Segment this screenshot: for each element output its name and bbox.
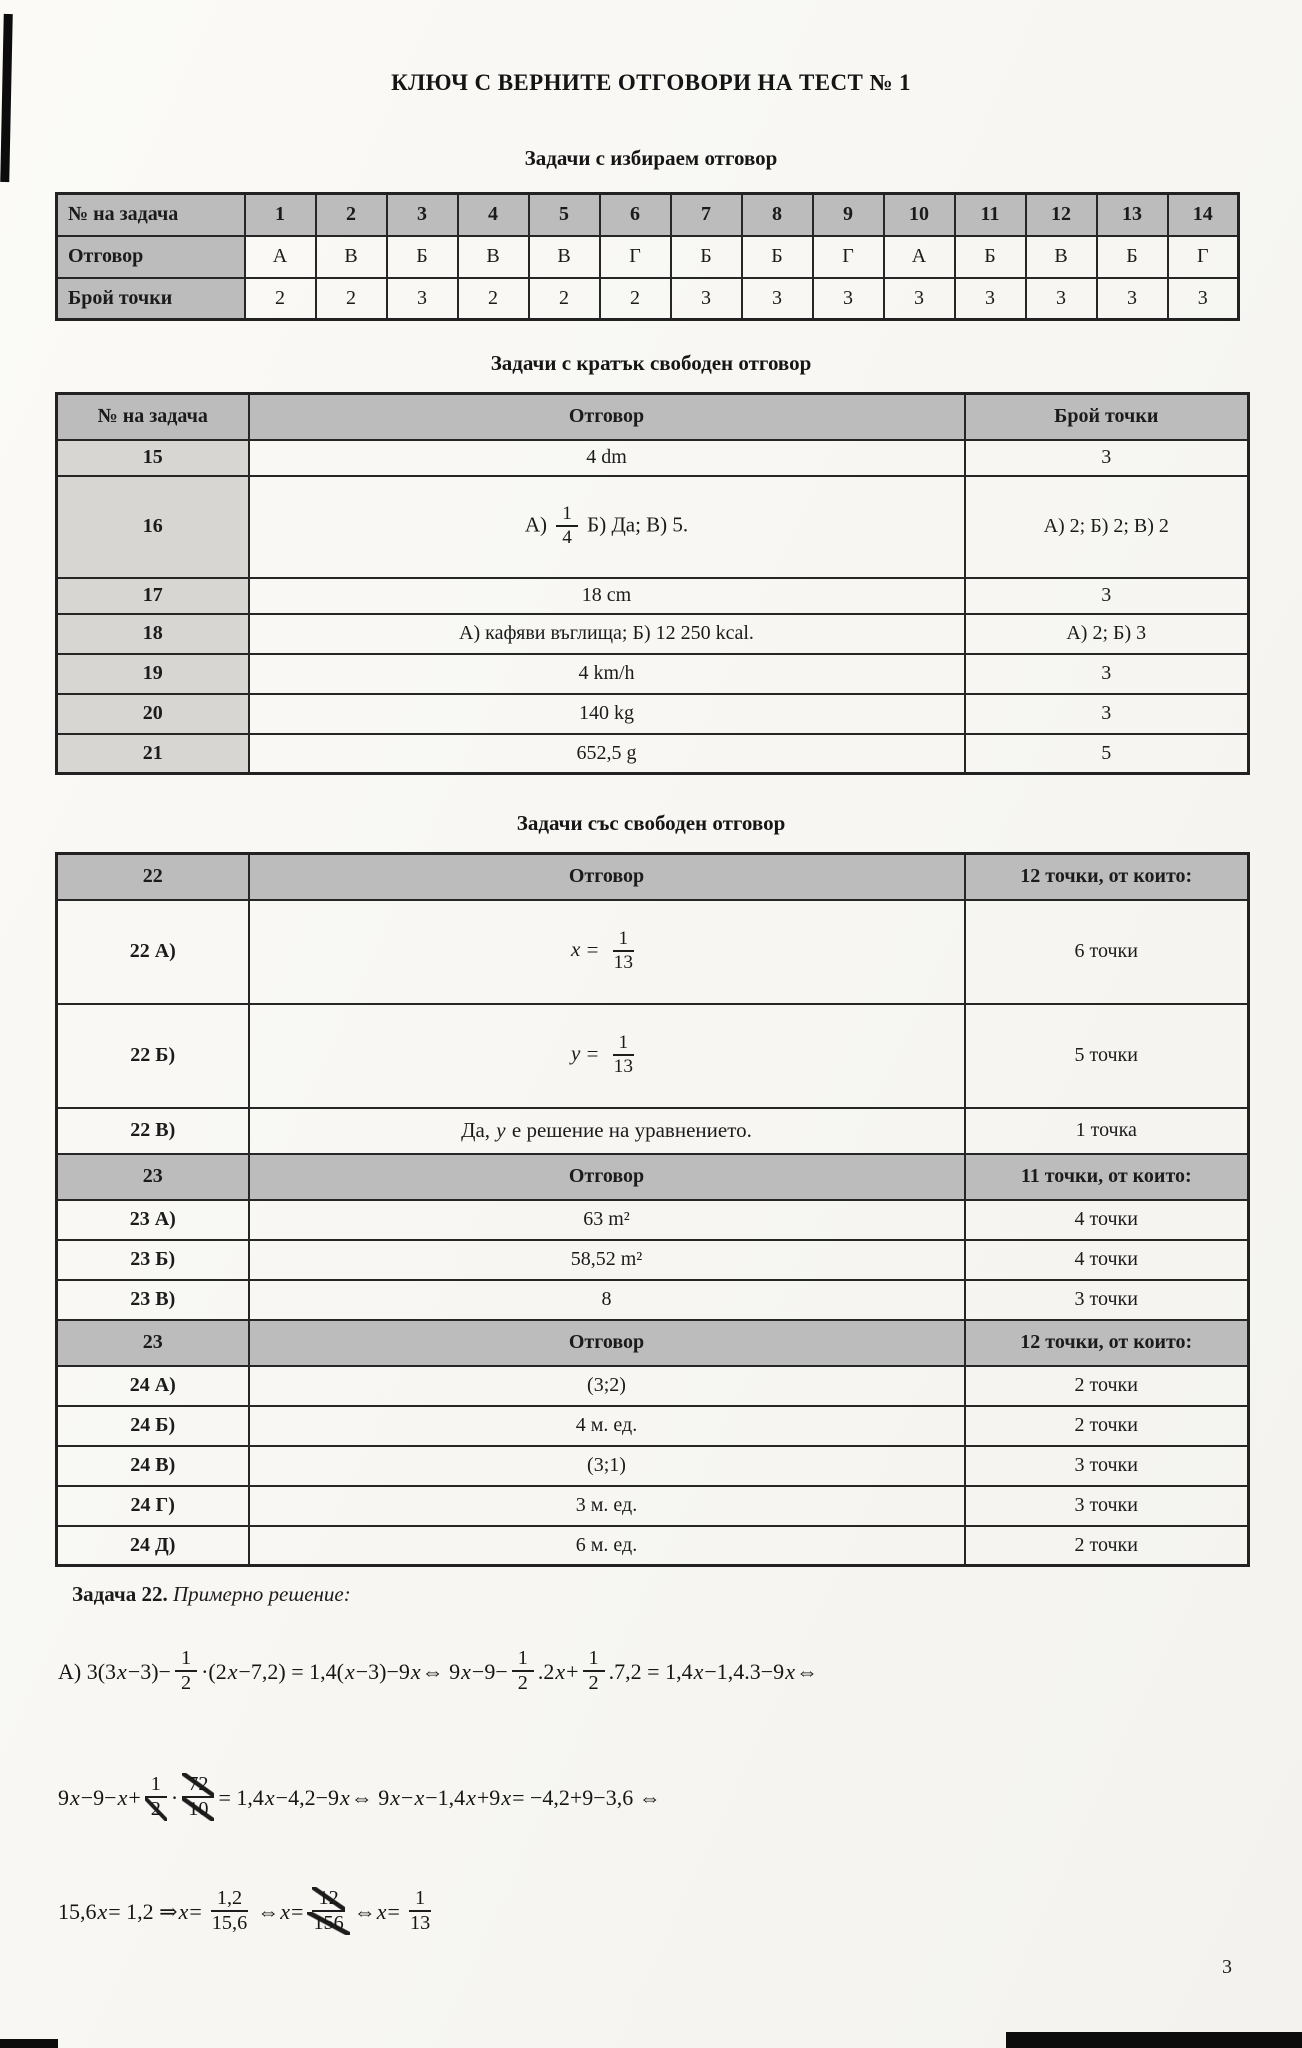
table-header-row (57, 1154, 1249, 1200)
table-row (57, 614, 1249, 654)
answer-cell: В (316, 236, 387, 278)
task-number-cell: 23 Б) (57, 1240, 249, 1280)
task-number-cell: 3 (387, 194, 458, 236)
task-number-cell: 19 (57, 654, 249, 694)
points-cell: 3 (965, 694, 1249, 734)
points-cell: 4 точки (965, 1200, 1249, 1240)
points-cell: 2 (458, 278, 529, 320)
column-header-answer: Отговор (249, 394, 965, 440)
section-heading-short-answer: Задачи с кратък свободен отговор (490, 351, 812, 375)
task-number-cell: 24 Г) (57, 1486, 249, 1526)
answer-cell: 652,5 g (249, 734, 965, 774)
table-row (57, 734, 1249, 774)
points-cell: 4 точки (965, 1240, 1249, 1280)
points-cell: 2 (245, 278, 316, 320)
column-header-points: 12 точки, от които: (965, 854, 1249, 900)
points-cell: 2 точки (965, 1406, 1249, 1446)
points-cell: 6 точки (965, 900, 1249, 1004)
points-cell: 3 (1026, 278, 1097, 320)
points-cell: 5 точки (965, 1004, 1249, 1108)
answer-cell: 63 m² (249, 1200, 965, 1240)
task-number-cell: 14 (1168, 194, 1239, 236)
answer-cell: 58,52 m² (249, 1240, 965, 1280)
solution-task-label: Задача 22. (72, 1582, 168, 1606)
task-number-cell: 21 (57, 734, 249, 774)
table-row (57, 1366, 1249, 1406)
page-number: 3 (1222, 1956, 1232, 1978)
answer-cell: 18 cm (249, 578, 965, 614)
column-header-points: 11 точки, от които: (965, 1154, 1249, 1200)
points-cell: 3 (1097, 278, 1168, 320)
task-number-cell: 24 А) (57, 1366, 249, 1406)
table-row (57, 440, 1249, 476)
row-label-cell: Отговор (57, 236, 245, 278)
task-number-cell: 16 (57, 476, 249, 578)
answer-cell: В (458, 236, 529, 278)
points-cell: 3 (387, 278, 458, 320)
table-header-row (57, 1320, 1249, 1366)
table-row (57, 578, 1249, 614)
short-answer-table (55, 392, 1250, 775)
answer-cell: 3 м. ед. (249, 1486, 965, 1526)
section-heading-multiple-choice: Задачи с избираем отговор (524, 146, 778, 170)
task-number-cell: 17 (57, 578, 249, 614)
task-number-cell: 22 В) (57, 1108, 249, 1154)
task-number-cell: 20 (57, 694, 249, 734)
answer-cell: В (529, 236, 600, 278)
solution-equation-line: 15,6 x = 1,2 ⇒ x = $\frac{1,2}{15,6}$ ⇔ x = $\frac{12}{156}$ ⇔ x = $\frac{1}{13}$ (58, 1887, 431, 1934)
answer-cell: В (1026, 236, 1097, 278)
task-number-cell: 5 (529, 194, 600, 236)
table-row (57, 1240, 1249, 1280)
points-cell: А) 2; Б) 3 (965, 614, 1249, 654)
task-number-cell: 22 А) (57, 900, 249, 1004)
table-row (57, 1004, 1249, 1108)
column-header-task: № на задача (57, 394, 249, 440)
points-cell: 1 точка (965, 1108, 1249, 1154)
table-row (57, 1446, 1249, 1486)
answer-cell: А) кафяви въглища; Б) 12 250 kcal. (249, 614, 965, 654)
answer-cell: 4 м. ед. (249, 1406, 965, 1446)
points-cell: 3 (965, 654, 1249, 694)
task-number-cell: 11 (955, 194, 1026, 236)
task-number-cell: 4 (458, 194, 529, 236)
column-header-answer: Отговор (249, 854, 965, 900)
table-row (57, 1526, 1249, 1566)
answer-cell: А (884, 236, 955, 278)
column-header-points: Брой точки (965, 394, 1249, 440)
task-number-cell: 2 (316, 194, 387, 236)
task-number-cell: 23 В) (57, 1280, 249, 1320)
section-heading-free-response: Задачи със свободен отговор (516, 811, 786, 835)
answer-cell: 6 м. ед. (249, 1526, 965, 1566)
answer-cell: Б (955, 236, 1026, 278)
multiple-choice-table (55, 192, 1240, 321)
answer-cell: Г (813, 236, 884, 278)
task-number-cell: 13 (1097, 194, 1168, 236)
column-header-points: 12 точки, от които: (965, 1320, 1249, 1366)
table-row (57, 694, 1249, 734)
task-number-cell: 24 Б) (57, 1406, 249, 1446)
table-row (57, 194, 1239, 236)
task-number-cell: 24 В) (57, 1446, 249, 1486)
points-cell: 5 (965, 734, 1249, 774)
points-cell: 3 (742, 278, 813, 320)
points-cell: 3 (1168, 278, 1239, 320)
points-cell: 3 (884, 278, 955, 320)
table-row (57, 654, 1249, 694)
answer-cell: А (245, 236, 316, 278)
points-cell: А) 2; Б) 2; В) 2 (965, 476, 1249, 578)
answer-cell: А) $\frac{1}{4}$ Б) Да; В) 5. (249, 476, 965, 578)
answer-cell: Г (1168, 236, 1239, 278)
task-number-cell: 15 (57, 440, 249, 476)
task-number-cell: 7 (671, 194, 742, 236)
points-cell: 3 (965, 578, 1249, 614)
task-number-cell: 18 (57, 614, 249, 654)
points-cell: 2 точки (965, 1366, 1249, 1406)
points-cell: 2 точки (965, 1526, 1249, 1566)
task-number-cell: 23 (57, 1320, 249, 1366)
answer-cell: (3;1) (249, 1446, 965, 1486)
answer-cell: Б (671, 236, 742, 278)
answer-cell: Да, y е решение на уравнението. (249, 1108, 965, 1154)
row-label-cell: № на задача (57, 194, 245, 236)
answer-cell: 4 km/h (249, 654, 965, 694)
answer-cell: Б (1097, 236, 1168, 278)
points-cell: 3 точки (965, 1486, 1249, 1526)
points-cell: 3 (955, 278, 1026, 320)
column-header-answer: Отговор (249, 1154, 965, 1200)
task-number-cell: 6 (600, 194, 671, 236)
task-number-cell: 12 (1026, 194, 1097, 236)
column-header-answer: Отговор (249, 1320, 965, 1366)
task-number-cell: 1 (245, 194, 316, 236)
task-number-cell: 22 Б) (57, 1004, 249, 1108)
points-cell: 2 (600, 278, 671, 320)
task-number-cell: 8 (742, 194, 813, 236)
task-number-cell: 9 (813, 194, 884, 236)
task-number-cell: 24 Д) (57, 1526, 249, 1566)
task-number-cell: 22 (57, 854, 249, 900)
points-cell: 2 (529, 278, 600, 320)
page-title: КЛЮЧ С ВЕРНИТЕ ОТГОВОРИ НА ТЕСТ № 1 (391, 70, 911, 95)
scan-artifact-bottom-left (0, 2039, 58, 2048)
table-row (57, 476, 1249, 578)
points-cell: 3 точки (965, 1280, 1249, 1320)
answer-cell: 8 (249, 1280, 965, 1320)
points-cell: 3 (813, 278, 884, 320)
points-cell: 3 (965, 440, 1249, 476)
table-header-row (57, 394, 1249, 440)
free-response-table (55, 852, 1250, 1567)
scan-artifact-bottom-right (1006, 2032, 1302, 2048)
table-row (57, 1280, 1249, 1320)
answer-cell: 4 dm (249, 440, 965, 476)
solution-subtitle: Примерно решение: (167, 1582, 351, 1606)
points-cell: 3 (671, 278, 742, 320)
points-cell: 3 точки (965, 1446, 1249, 1486)
answer-cell: Б (742, 236, 813, 278)
solution-equation-line: 9 x −9− x + $\frac{1}{2}$ · $\frac{72}{10}$ = 1,4 x −4,2−9 x ⇔ 9 x − x −1,4 x +9 x = −4,2+9−3,6 ⇔ (58, 1773, 661, 1820)
answer-cell: Г (600, 236, 671, 278)
solution-heading (72, 1582, 351, 1607)
answer-cell: 140 kg (249, 694, 965, 734)
table-header-row (57, 854, 1249, 900)
row-label-cell: Брой точки (57, 278, 245, 320)
task-number-cell: 23 (57, 1154, 249, 1200)
answer-cell: x = $\frac{1}{13}$ (249, 900, 965, 1004)
answer-cell: y = $\frac{1}{13}$ (249, 1004, 965, 1108)
solution-equation-line: А) 3(3 x −3)− $\frac{1}{2}$ ·(2 x −7,2) = 1,4( x −3)−9 x ⇔ 9 x −9− $\frac{1}{2}$ .2 x + $\frac{1}{2}$ .7,2 = 1,4 x −1,4.3−9 x ⇔ (58, 1647, 818, 1694)
points-cell: 2 (316, 278, 387, 320)
table-row (57, 1406, 1249, 1446)
table-row (57, 236, 1239, 278)
answer-cell: (3;2) (249, 1366, 965, 1406)
task-number-cell: 10 (884, 194, 955, 236)
answer-cell: Б (387, 236, 458, 278)
table-row (57, 1200, 1249, 1240)
task-number-cell: 23 А) (57, 1200, 249, 1240)
table-row (57, 1108, 1249, 1154)
table-row (57, 900, 1249, 1004)
table-row (57, 278, 1239, 320)
table-row (57, 1486, 1249, 1526)
